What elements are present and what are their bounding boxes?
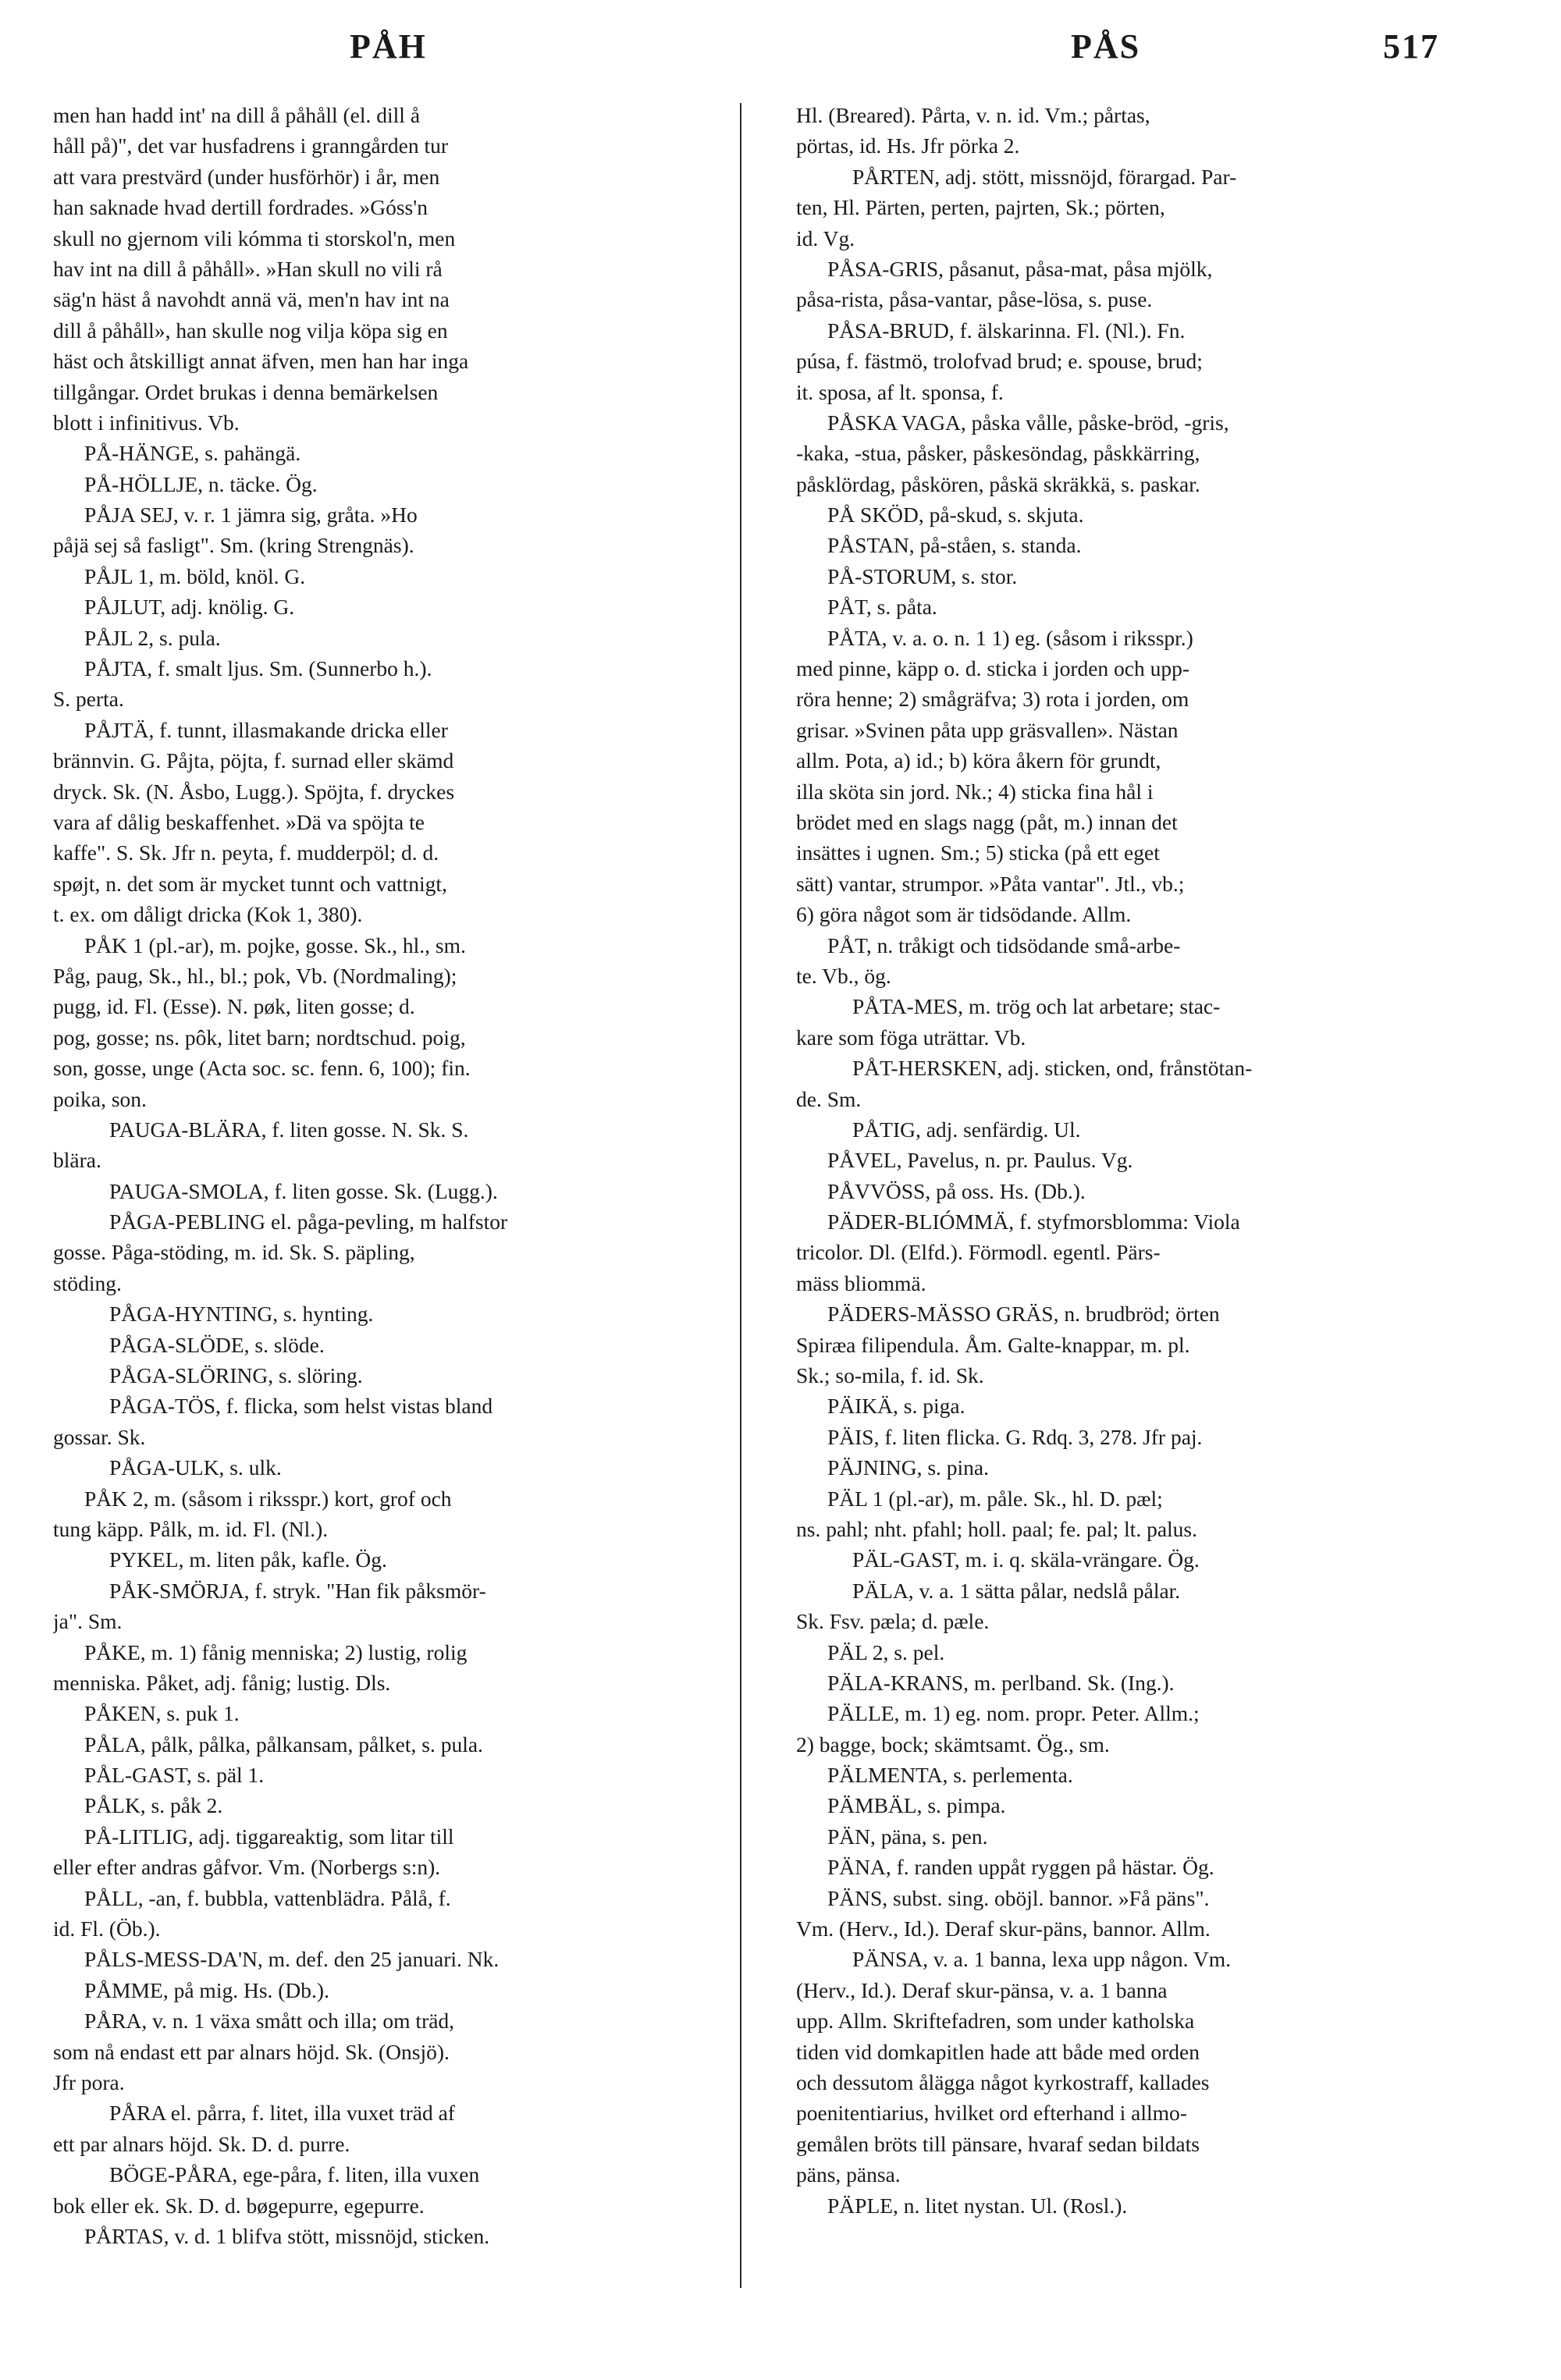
text-line: PÅKEN, s. puk 1. <box>84 1701 240 1726</box>
text-line: skull no gjernom vili kómma ti storskol'n, men <box>53 226 456 250</box>
running-header-right: PÅS <box>1071 27 1141 66</box>
text-line: upp. Allm. Skriftefadren, som under katholska <box>796 2009 1195 2034</box>
text-line: som nå endast ett par alnars höjd. Sk. (Onsjö). <box>53 2039 450 2064</box>
text-line: PÅVVÖSS, på oss. Hs. (Db.). <box>827 1178 1086 1203</box>
text-line: PÅ SKÖD, på-skud, s. skjuta. <box>827 503 1084 528</box>
text-line: håll på)", det var husfadrens i granngården tur <box>53 133 449 158</box>
text-line: allm. Pota, a) id.; b) köra åkern för grundt, <box>796 748 1161 773</box>
text-line: och dessutom ålägga något kyrkostraff, kallades <box>796 2070 1210 2094</box>
text-line: PÅ-HÖLLJE, n. täcke. Ög. <box>84 471 318 496</box>
text-line: PÅSA-GRIS, påsanut, påsa-mat, påsa mjölk, <box>827 256 1213 281</box>
text-line: PÅJTÄ, f. tunnt, illasmakande dricka eller <box>84 717 448 742</box>
text-line: PÅGA-SLÖRING, s. slöring. <box>109 1363 363 1388</box>
text-line: hav int na dill å påhåll». »Han skull no vili rå <box>53 256 443 281</box>
text-line: PÅGA-HYNTING, s. hynting. <box>109 1302 374 1327</box>
text-line: (Herv., Id.). Deraf skur-pänsa, v. a. 1 banna <box>796 1977 1168 2002</box>
text-line: Hl. (Breared). Pårta, v. n. id. Vm.; pårtas, <box>796 103 1150 127</box>
text-line: 6) göra något som är tidsödande. Allm. <box>796 902 1132 927</box>
text-line: vara af dålig beskaffenhet. »Dä va spöjta te <box>53 809 425 834</box>
text-line: id. Vg. <box>796 226 855 250</box>
text-line: PÄDERS-MÄSSO GRÄS, n. brudbröd; örten <box>827 1302 1220 1327</box>
text-line: påsklördag, påskören, påskä skräkkä, s. paskar. <box>796 471 1200 496</box>
right-column <box>796 100 1477 2221</box>
text-line: S. perta. <box>53 687 124 712</box>
page-number: 517 <box>1383 27 1439 66</box>
text-line: PÅRTAS, v. d. 1 blifva stött, missnöjd, sticken. <box>84 2223 490 2248</box>
text-line: PÅMME, på mig. Hs. (Db.). <box>84 1977 329 2002</box>
text-line: PÄLA, v. a. 1 sätta pålar, nedslå pålar. <box>852 1578 1181 1603</box>
text-line: PÅSTAN, på-ståen, s. standa. <box>827 533 1082 558</box>
text-line: illa sköta sin jord. Nk.; 4) sticka fina hål i <box>796 779 1154 804</box>
text-line: påjä sej så fasligt". Sm. (kring Strengnäs). <box>53 533 414 558</box>
text-line: PÅL-GAST, s. päl 1. <box>84 1763 265 1788</box>
text-line: PÄLMENTA, s. perlementa. <box>827 1763 1073 1788</box>
text-line: gosse. Påga-stöding, m. id. Sk. S. päpling, <box>53 1240 415 1265</box>
text-line: PÅJA SEJ, v. r. 1 jämra sig, gråta. »Ho <box>84 503 418 528</box>
text-line: eller efter andras gåfvor. Vm. (Norbergs s:n). <box>53 1855 441 1880</box>
text-line: Påg, paug, Sk., hl., bl.; pok, Vb. (Nordmaling); <box>53 963 457 988</box>
text-line: PÄJNING, s. pina. <box>827 1455 990 1480</box>
text-line: pog, gosse; ns. pôk, litet barn; nordtschud. poig, <box>53 1025 466 1050</box>
text-line: säg'n häst å navohdt annä vä, men'n hav int na <box>53 287 450 312</box>
text-line: PÅ-LITLIG, adj. tiggareaktig, som litar till <box>84 1824 454 1849</box>
text-line: PÄL 2, s. pel. <box>827 1639 945 1664</box>
left-column <box>53 100 718 2251</box>
text-line: PYKEL, m. liten påk, kafle. Ög. <box>109 1547 387 1572</box>
text-line: PÄPLE, n. litet nystan. Ul. (Rosl.). <box>827 2193 1128 2218</box>
text-line: PÅVEL, Pavelus, n. pr. Paulus. Vg. <box>827 1148 1133 1173</box>
text-line: PÄIKÄ, s. piga. <box>827 1394 965 1419</box>
text-line: tiden vid domkapitlen hade att både med orden <box>796 2039 1200 2064</box>
text-line: PÅGA-TÖS, f. flicka, som helst vistas bland <box>109 1394 493 1419</box>
text-line: PÅJL 2, s. pula. <box>84 625 221 650</box>
text-line: men han hadd int' na dill å påhåll (el. dill å <box>53 103 421 127</box>
text-line: dill å påhåll», han skulle nog vilja köpa sig en <box>53 318 448 343</box>
text-line: blott i infinitivus. Vb. <box>53 410 240 435</box>
text-line: att vara prestvärd (under husförhör) i år, men <box>53 164 440 189</box>
text-line: PÅJL 1, m. böld, knöl. G. <box>84 563 306 588</box>
text-line: stöding. <box>53 1270 122 1295</box>
text-line: Jfr pora. <box>53 2070 125 2094</box>
text-line: ett par alnars höjd. Sk. D. d. purre. <box>53 2131 350 2156</box>
text-line: han saknade hvad dertill fordrades. »Góss'n <box>53 195 428 220</box>
text-line: PÅTA, v. a. o. n. 1 1) eg. (såsom i riksspr.) <box>827 625 1193 650</box>
text-line: mäss bliommä. <box>796 1270 926 1295</box>
text-line: PÅRA el. pårra, f. litet, illa vuxet träd af <box>109 2101 455 2126</box>
text-line: PÅLS-MESS-DA'N, m. def. den 25 januari. Nk. <box>84 1947 500 1972</box>
text-line: insättes i ugnen. Sm.; 5) sticka (på ett eget <box>796 840 1160 865</box>
text-line: son, gosse, unge (Acta soc. sc. fenn. 6, 100); fin. <box>53 1056 471 1081</box>
text-line: púsa, f. fästmö, trolofvad brud; e. spouse, brud; <box>796 349 1203 374</box>
text-line: kaffe". S. Sk. Jfr n. peyta, f. mudderpöl; d. d. <box>53 840 439 865</box>
text-line: PÅKE, m. 1) fånig menniska; 2) lustig, rolig <box>84 1639 468 1664</box>
running-header-left: PÅH <box>350 27 427 66</box>
text-line: Sk. Fsv. pæla; d. pæle. <box>796 1609 990 1634</box>
text-line: PÅJTA, f. smalt ljus. Sm. (Sunnerbo h.). <box>84 656 432 681</box>
text-line: tillgångar. Ordet brukas i denna bemärkelsen <box>53 379 439 404</box>
text-line: PÅTIG, adj. senfärdig. Ul. <box>852 1117 1081 1142</box>
text-line: t. ex. om dåligt dricka (Kok 1, 380). <box>53 902 363 927</box>
text-line: PÅT-HERSKEN, adj. sticken, ond, frånstötan- <box>852 1056 1253 1081</box>
text-line: PÄLA-KRANS, m. perlband. Sk. (Ing.). <box>827 1670 1175 1695</box>
text-line: PÅRTEN, adj. stött, missnöjd, förargad. Par- <box>852 164 1237 189</box>
text-line: ns. pahl; nht. pfahl; holl. paal; fe. pal; lt. palus. <box>796 1516 1198 1541</box>
text-line: spøjt, n. det som är mycket tunnt och vattnigt, <box>53 871 447 896</box>
text-line: BÖGE-PÅRA, ege-påra, f. liten, illa vuxen <box>109 2162 480 2187</box>
text-line: id. Fl. (Öb.). <box>53 1916 161 1941</box>
text-line: it. sposa, af lt. sponsa, f. <box>796 379 1004 404</box>
text-line: brödet med en slags nagg (påt, m.) innan det <box>796 809 1178 834</box>
text-line: PÄN, päna, s. pen. <box>827 1824 988 1849</box>
text-line: brännvin. G. Påjta, pöjta, f. surnad eller skämd <box>53 748 454 773</box>
text-line: PÅLL, -an, f. bubbla, vattenblädra. Pålå, f. <box>84 1885 451 1910</box>
text-line: PÅK 2, m. (såsom i riksspr.) kort, grof och <box>84 1486 452 1511</box>
text-line: PÅGA-SLÖDE, s. slöde. <box>109 1332 325 1357</box>
text-line: pugg, id. Fl. (Esse). N. pøk, liten gosse; d. <box>53 994 415 1019</box>
text-line: -kaka, -stua, påsker, påskesöndag, påskkärring, <box>796 441 1200 466</box>
text-line: tung käpp. Pålk, m. id. Fl. (Nl.). <box>53 1516 329 1541</box>
column-divider <box>740 103 741 2288</box>
text-line: pörtas, id. Hs. Jfr pörka 2. <box>796 133 1020 158</box>
text-line: PÄL 1 (pl.-ar), m. påle. Sk., hl. D. pæl; <box>827 1486 1163 1511</box>
text-line: PÄL-GAST, m. i. q. skäla-vrängare. Ög. <box>852 1547 1200 1572</box>
text-line: gossar. Sk. <box>53 1424 146 1449</box>
text-line: PAUGA-BLÄRA, f. liten gosse. N. Sk. S. <box>109 1117 469 1142</box>
text-line: PÅT, n. tråkigt och tidsödande små-arbe- <box>827 932 1181 957</box>
text-line: PÄLLE, m. 1) eg. nom. propr. Peter. Allm.; <box>827 1701 1200 1726</box>
text-line: poika, son. <box>53 1086 147 1111</box>
text-line: poenitentiarius, hvilket ord efterhand i allmo- <box>796 2101 1187 2126</box>
text-line: PÅ-STORUM, s. stor. <box>827 563 1018 588</box>
text-line: PÄDER-BLIÓMMÄ, f. styfmorsblomma: Viola <box>827 1210 1240 1234</box>
text-line: gemålen bröts till pänsare, hvaraf sedan bildats <box>796 2131 1200 2156</box>
text-line: PÅGA-ULK, s. ulk. <box>109 1455 282 1480</box>
text-line: dryck. Sk. (N. Åsbo, Lugg.). Spöjta, f. dryckes <box>53 779 455 804</box>
text-line: med pinne, käpp o. d. sticka i jorden och upp- <box>796 656 1190 681</box>
text-line: bok eller ek. Sk. D. d. bøgepurre, egepurre. <box>53 2193 425 2218</box>
text-line: PÅT, s. påta. <box>827 595 937 620</box>
text-line: PÅLA, pålk, pålka, pålkansam, pålket, s. pula. <box>84 1732 483 1757</box>
text-line: grisar. »Svinen påta upp gräsvallen». Nästan <box>796 717 1179 742</box>
text-line: PÅSA-BRUD, f. älskarinna. Fl. (Nl.). Fn. <box>827 318 1186 343</box>
text-line: tricolor. Dl. (Elfd.). Förmodl. egentl. Pärs- <box>796 1240 1161 1265</box>
text-line: PÅTA-MES, m. trög och lat arbetare; stac- <box>852 994 1221 1019</box>
text-line: Spiræa filipendula. Åm. Galte-knappar, m. pl. <box>796 1332 1190 1357</box>
text-line: PÅK 1 (pl.-ar), m. pojke, gosse. Sk., hl., sm. <box>84 932 466 957</box>
text-line: blära. <box>53 1148 101 1173</box>
text-line: påsa-rista, påsa-vantar, påse-lösa, s. puse. <box>796 287 1153 312</box>
text-line: ja". Sm. <box>53 1609 123 1634</box>
text-line: PAUGA-SMOLA, f. liten gosse. Sk. (Lugg.). <box>109 1178 498 1203</box>
text-line: PÄNS, subst. sing. oböjl. bannor. »Få päns". <box>827 1885 1210 1910</box>
text-line: PÅGA-PEBLING el. påga-pevling, m halfstor <box>109 1210 508 1234</box>
text-line: PÄMBÄL, s. pimpa. <box>827 1793 1006 1818</box>
text-line: PÄIS, f. liten flicka. G. Rdq. 3, 278. Jfr paj. <box>827 1424 1203 1449</box>
text-line: de. Sm. <box>796 1086 862 1111</box>
text-line: menniska. Påket, adj. fånig; lustig. Dls. <box>53 1670 391 1695</box>
text-line: PÅRA, v. n. 1 växa smått och illa; om träd, <box>84 2009 455 2034</box>
text-line: kare som föga uträttar. Vb. <box>796 1025 1026 1050</box>
text-line: PÅLK, s. påk 2. <box>84 1793 223 1818</box>
text-line: PÅSKA VAGA, påska vålle, påske-bröd, -gris, <box>827 410 1229 435</box>
text-line: PÄNSA, v. a. 1 banna, lexa upp någon. Vm. <box>852 1947 1232 1972</box>
text-line: PÅK-SMÖRJA, f. stryk. "Han fik påksmör- <box>109 1578 486 1603</box>
text-line: Vm. (Herv., Id.). Deraf skur-päns, bannor. Allm. <box>796 1916 1211 1941</box>
text-line: PÅ-HÄNGE, s. pahängä. <box>84 441 301 466</box>
text-line: häst och åtskilligt annat äfven, men han har inga <box>53 349 469 374</box>
text-line: sätt) vantar, strumpor. »Påta vantar". Jtl., vb.; <box>796 871 1185 896</box>
text-line: PÅJLUT, adj. knölig. G. <box>84 595 295 620</box>
text-line: te. Vb., ög. <box>796 963 891 988</box>
text-line: Sk.; so-mila, f. id. Sk. <box>796 1363 984 1388</box>
text-line: röra henne; 2) smågräfva; 3) rota i jorden, om <box>796 687 1189 712</box>
text-line: ten, Hl. Pärten, perten, pajrten, Sk.; pörten, <box>796 195 1165 220</box>
text-line: PÄNA, f. randen uppåt ryggen på hästar. Ög. <box>827 1855 1214 1880</box>
text-line: päns, pänsa. <box>796 2162 901 2187</box>
text-line: 2) bagge, bock; skämtsamt. Ög., sm. <box>796 1732 1110 1757</box>
